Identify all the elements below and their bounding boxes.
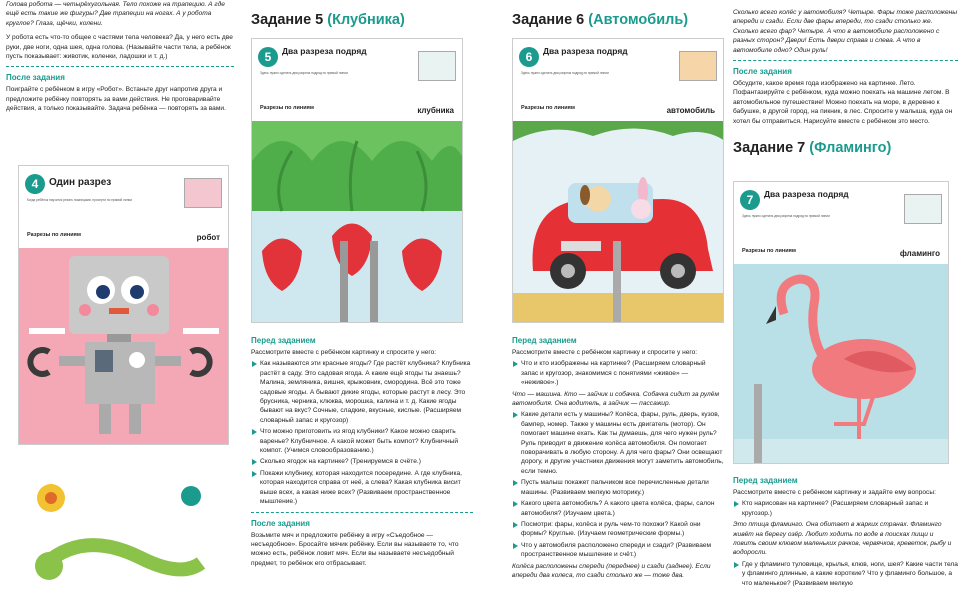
car-thumbnail <box>679 51 717 81</box>
bullet-1: Что и кто изображены на картинке? (Расширяем словарный запас и кругозор, знакомимся с понятиями «живое» — «неживое».) <box>512 359 724 387</box>
task-number: 7 <box>740 190 760 210</box>
flower-chameleon-decoration <box>31 478 231 596</box>
column-3 <box>512 0 724 600</box>
bullet-3: Пусть малыш покажет пальчиком все перечисленные детали машины. (Развиваем мелкую моторику.) <box>512 478 724 497</box>
card-title: Два разреза подряд <box>282 46 367 56</box>
italic-1: Что — машина. Кто — зайчик и собачка. Собачка сидит за рулём автомобиля. Она водитель, а зайчик — пассажир. <box>512 390 719 408</box>
bullet-1: Кто нарисован на картинке? (Расширяем словарный запас и кругозор.) <box>733 499 958 518</box>
after-text: Возьмите мяч и предложите ребёнку в игру «Съедобное — несъедобное». Бросайте мячик ребёнку. Если вы называете то, что можно есть, ребёнок ловит мяч. Если вы называете несъедобный предмет, то ребёнок его отбрасывает. <box>251 531 459 567</box>
card-line-label: Разрезы по линиям <box>521 105 575 111</box>
card-word: автомобиль <box>666 106 715 115</box>
card-description: Здесь нужно сделать два разреза подряд по прямой линии <box>521 71 609 75</box>
card-title: Два разреза подряд <box>764 189 849 199</box>
after-title: После задания <box>733 67 792 77</box>
task-number: 4 <box>25 174 45 194</box>
flamingo-thumbnail <box>904 194 942 224</box>
task-number: 5 <box>258 47 278 67</box>
after-text: Обсудите, какое время года изображено на картинке. Лето. Пофантазируйте с ребёнком, куда можно поехать на машине летом. В автомобильное путешествие! Можно поехать на море, в деревню к бабушке, в другой город, на пикник, в лес. Спросите у малыша, куда он хотел бы отправиться. Нарисуйте вместе с ребёнком это место. <box>733 80 953 125</box>
robot-illustration <box>19 248 228 444</box>
car-illustration <box>513 121 723 322</box>
flamingo-illustration <box>734 264 948 463</box>
card-title: Один разрез <box>49 177 112 188</box>
bullet-5: Посмотри: фары, колёса и руль чем-то похожи? Какой они формы? Круглые. (Изучаем геометрические формы.) <box>512 520 724 539</box>
bullet-2: Какие детали есть у машины? Колёса, фары, руль, дверь, кузов, бампер, номер. Также у машины есть двигатель (мотор). Он помогает машине ехать. Как ты думаешь, для чего нужен руль? Руль приводит в движение колёса автомобиля. Он помогает поворачивать в любую сторону. А для чего фары? Они освещают дорогу, и другие участники движения могут заметить автомобиль, если темно. <box>512 410 724 476</box>
strawberry-illustration <box>252 121 462 322</box>
before-intro: Рассмотрите вместе с ребёнком картинку и спросите у него: <box>251 349 437 356</box>
bullet-4: Какого цвета автомобиль? А какого цвета колёса, фары, салон автомобиля? (Изучаем цвета.) <box>512 499 724 518</box>
bullet-1: Как называются эти красные ягоды? Где растёт клубника? Клубника растёт в саду. Это садовая ягода. А какие ещё ягоды ты знаешь? Малина, земляника, вишня, крыжовник, смородина. Всё это тоже садовые ягоды. А бывают дикие ягоды, которые растут в лесу. Это брусника, черника, клюква, морошка, калина и т. д. Какие ягоды бывают на вкус? Сочные, сладкие, вкусные, кислые. (Расширяем словарный запас и кругозор) <box>251 359 473 425</box>
task-6-heading: Задание 6 (Автомобиль) <box>512 12 689 28</box>
intro-italic: Сколько всего колёс у автомобиля? Четыре. Фары тоже расположены впереди и сзади. Если две фары впереди, то сзади столько же. Сколько всего фар? Четыре. А что в автомобиле расположено с разных сторон? Двери! Есть двери справа и слева. А что в автомобиле одно? Один руль! <box>733 9 958 54</box>
bullet-6: Что у автомобиля расположено спереди и сзади? (Развиваем пространственное мышление и счёт.) <box>512 541 724 560</box>
divider <box>733 60 958 61</box>
card-word: клубника <box>417 106 454 115</box>
strawberry-thumbnail <box>418 51 456 81</box>
intro-italic: Голова робота — четырёхугольная. Тело похоже на трапецию. А где ещё есть такие же фигуры? Две трапеции на ногах. А у робота круглое? Глаза, щёчки, колени. <box>6 1 225 27</box>
task-number: 6 <box>519 47 539 67</box>
divider <box>6 66 234 67</box>
bullet-2: Что можно приготовить из ягод клубники? Какое можно сварить варенье? Клубничное. А какой может быть компот? Клубничный компот. (Учимся словообразованию.) <box>251 427 473 455</box>
italic-2: Колёса расположены спереди (переднее) и сзади (заднее). Если впереди два колеса, то сзади столько же — тоже два. <box>512 562 711 579</box>
column-4 <box>733 0 958 600</box>
bullet-4: Покажи клубнику, которая находится посередине. А где клубника, которая находится справа от неё, а слева? Какая клубника висит выше всех, а какая ниже всех? (Развиваем пространственное мышление.) <box>251 469 473 507</box>
card-line-label: Разрезы по линиям <box>27 232 81 238</box>
bullet-2: Где у фламинго туловище, крылья, клюв, ноги, шея? Какие части тела у фламинго длинные, а какие короткие? Что у фламинго большое, а что маленькое? (Развиваем мелкую <box>733 560 958 588</box>
before-title: Перед заданием <box>512 336 577 345</box>
after-title: После задания <box>251 518 310 528</box>
card-title: Два разреза подряд <box>543 46 628 56</box>
task-5-heading: Задание 5 (Клубника) <box>251 12 405 28</box>
card-line-label: Разрезы по линиям <box>260 105 314 111</box>
task-card-robot <box>18 165 229 445</box>
card-description: Здесь нужно сделать два разреза подряд по прямой линии <box>260 71 348 75</box>
before-title: Перед заданием <box>251 336 316 345</box>
task-card-strawberry <box>251 38 463 323</box>
card-description: Когда ребёнок научится резать ножницами, прочерти по прямой линии <box>27 198 133 202</box>
before-intro: Рассмотрите вместе с ребёнком картинку и задайте ему вопросы: <box>733 489 936 496</box>
card-description: Здесь нужно сделать два разреза подряд по прямой линии <box>742 214 830 218</box>
italic-1: Это птица фламинго. Она обитает в жарких странах. Фламинго живёт на берегу озёр. Любит ходить по воде в поисках пищи и ловить своим клювом маленьких рачков, червячков, креветок, рыбу и водоросли. <box>733 521 952 557</box>
card-word: робот <box>196 233 220 242</box>
before-title: Перед заданием <box>733 476 798 485</box>
column-1 <box>6 0 234 600</box>
after-title: После задания <box>6 73 65 83</box>
column-2 <box>251 0 476 600</box>
card-line-label: Разрезы по линиям <box>742 248 796 254</box>
task-7-heading: Задание 7 (Фламинго) <box>733 140 892 157</box>
bullet-3: Сколько ягодок на картинке? (Тренируемся в счёте.) <box>251 457 473 466</box>
after-text: Поиграйте с ребёнком в игру «Робот». Встаньте друг напротив друга и предложите ребёнку повторять за вами действия. Не проговаривайте действия, а только показывайте. Задача ребёнка — повторять за вами. <box>6 86 226 113</box>
intro-text: У робота есть что-то общее с частями тела человека? Да, у него есть две руки, две ноги, одна шея, одна голова. (Называйте части тела, а ребёнок пусть показывает: животик, коленки, ладошки и т. д.) <box>6 34 233 61</box>
card-word: фламинго <box>899 249 940 258</box>
divider <box>251 512 473 513</box>
robot-thumbnail <box>184 178 222 208</box>
task-card-car <box>512 38 724 323</box>
task-card-flamingo <box>733 181 949 464</box>
before-intro: Рассмотрите вместе с ребёнком картинку и спросите у него: <box>512 349 698 356</box>
